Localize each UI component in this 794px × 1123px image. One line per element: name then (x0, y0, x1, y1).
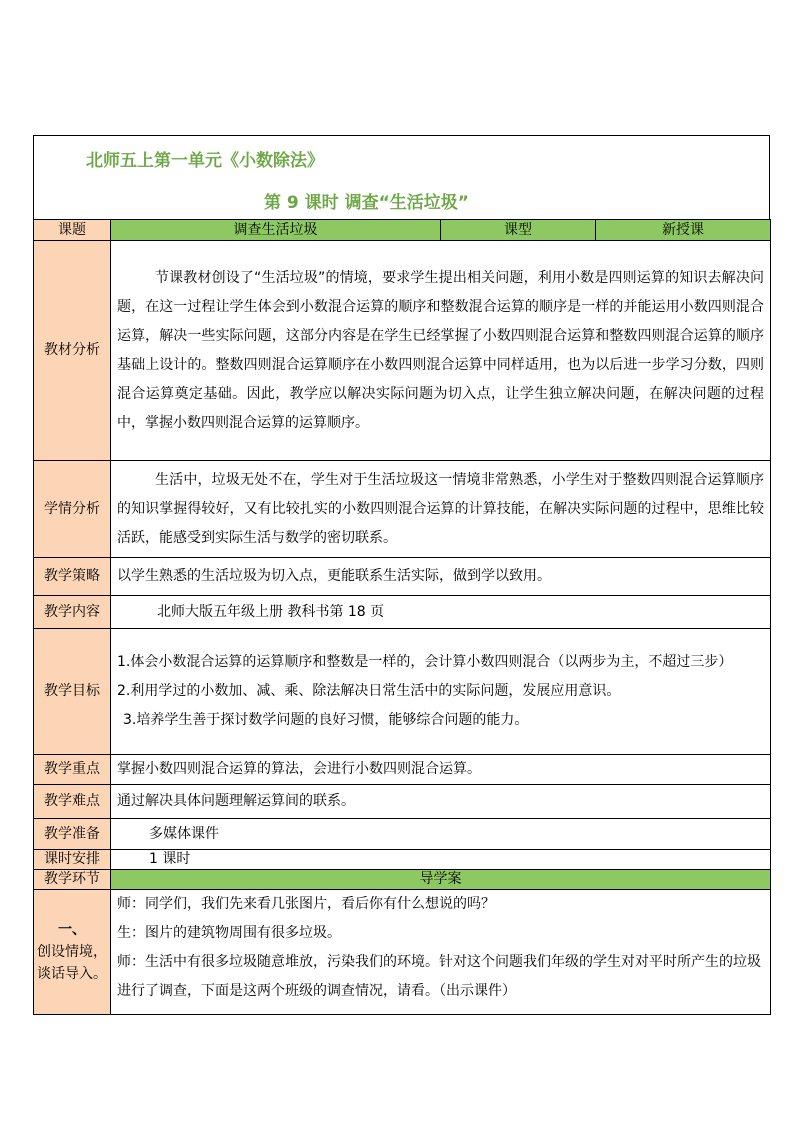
goals-cell (111, 629, 771, 755)
preparation-text: 多媒体课件 (111, 819, 771, 850)
intro-label (34, 890, 111, 1015)
schedule-text: 1 课时 (111, 850, 771, 870)
difficulties-row (34, 785, 771, 819)
intro-line-2: 生：图片的建筑物周围有很多垃圾。 (117, 925, 341, 941)
difficulties-label: 教学难点 (34, 785, 111, 819)
student-analysis-text: 生活中，垃圾无处不在，学生对于生活垃圾这一情境非常熟悉，小学生对于整数四则混合运算顺序的知识掌握得较好，又有比较扎实的小数四则混合运算的计算技能，在解决实际问题的过程中，思维比较活跃，能感受到实际生活与数学的密切联系。 (117, 471, 764, 546)
process-row (34, 870, 771, 890)
topic-row (34, 220, 771, 241)
goals-label: 教学目标 (34, 629, 111, 755)
content-label: 教学内容 (34, 596, 111, 629)
intro-row (34, 890, 771, 1015)
topic-label: 课题 (34, 220, 111, 241)
unit-title: 北师五上第一单元《小数除法》 (86, 151, 324, 171)
lesson-plan-table (33, 219, 771, 1015)
student-analysis-label: 学情分析 (34, 461, 111, 558)
goal-item-3: 3.培养学生善于探讨数学问题的良好习惯，能够综合问题的能力。 (123, 712, 529, 728)
goals-row (34, 629, 771, 755)
textbook-analysis-label: 教材分析 (34, 241, 111, 461)
goal-item-1: 1.体会小数混合运算的运算顺序和整数是一样的，会计算小数四则混合（以两步为主，不超过三步） (117, 654, 733, 670)
intro-label-line-1: 创设情境， (37, 944, 107, 960)
lesson-plan-sheet (33, 135, 770, 1015)
preparation-row (34, 819, 771, 850)
preparation-label: 教学准备 (34, 819, 111, 850)
textbook-analysis-row (34, 241, 771, 461)
content-row (34, 596, 771, 629)
key-points-text: 掌握小数四则混合运算的算法，会进行小数四则混合运算。 (111, 755, 771, 785)
student-analysis-row (34, 461, 771, 558)
intro-cell (111, 890, 771, 1015)
difficulties-text: 通过解决具体问题理解运算间的联系。 (111, 785, 771, 819)
textbook-analysis-text: 节课教材创设了“生活垃圾”的情境，要求学生提出相关问题，利用小数是四则运算的知识去解决问题，在这一过程让学生体会到小数混合运算的顺序和整数混合运算的顺序是一样的并能运用小数四则混合运算，解决一些实际问题，这部分内容是在学生已经掌握了小数四则混合运算和整数四则混合运算的顺序基础上设计的。整数四则混合运算顺序在小数四则混合运算中同样适用，也为以后进一步学习分数，四则混合运算奠定基础。因此，教学应以解决实际问题为切入点，让学生独立解决问题，在解决问题的过程中，掌握小数四则混合运算的运算顺序。 (117, 269, 764, 431)
lesson-title: 第 9 课时 调查“生活垃圾” (264, 193, 469, 213)
schedule-label: 课时安排 (34, 850, 111, 870)
topic-value: 调查生活垃圾 (111, 220, 441, 241)
textbook-analysis-cell (111, 241, 771, 461)
lesson-type-value: 新授课 (596, 220, 771, 241)
key-points-row (34, 755, 771, 785)
process-label: 教学环节 (34, 870, 111, 890)
document-header (33, 135, 770, 219)
content-text: 北师大版五年级上册 教科书第 18 页 (111, 596, 771, 629)
goal-item-2: 2.利用学过的小数加、减、乘、除法解决日常生活中的实际问题，发展应用意识。 (117, 683, 621, 699)
intro-line-1: 师：同学们，我们先来看几张图片，看后你有什么想说的吗？ (117, 896, 495, 912)
intro-line-3: 师：生活中有很多垃圾随意堆放，污染我们的环境。针对这个问题我们年级的学生对对平时所产生的垃圾进行了调查，下面是这两个班级的调查情况，请看。（出示课件） (117, 954, 761, 999)
intro-number: 一、 (58, 922, 86, 938)
strategy-label: 教学策略 (34, 558, 111, 596)
intro-label-line-2: 谈话导入。 (37, 966, 107, 982)
key-points-label: 教学重点 (34, 755, 111, 785)
schedule-row (34, 850, 771, 870)
strategy-row (34, 558, 771, 596)
process-value: 导学案 (111, 870, 771, 890)
lesson-type-label: 课型 (441, 220, 596, 241)
strategy-text: 以学生熟悉的生活垃圾为切入点，更能联系生活实际，做到学以致用。 (111, 558, 771, 596)
student-analysis-cell (111, 461, 771, 558)
